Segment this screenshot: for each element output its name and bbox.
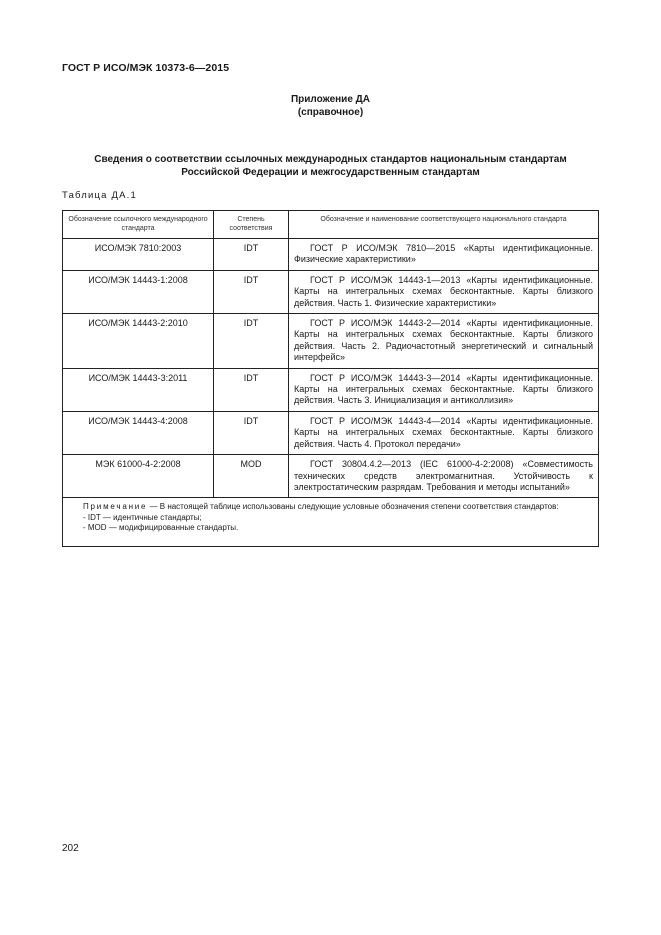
table-caption: Таблица ДА.1 xyxy=(62,190,137,201)
header-national-standard: Обозначение и наименование соответствующего национального стандарта xyxy=(289,211,599,239)
appendix-heading xyxy=(0,93,661,119)
cell-national-standard: ГОСТ Р ИСО/МЭК 14443-1—2013 «Карты идентификационные. Карты на интегральных схемах бесконтактные. Карты близкого действия. Часть 1. Физические характеристики» xyxy=(289,270,599,313)
cell-degree: IDT xyxy=(214,314,289,369)
note-text: — В настоящей таблице использованы следующие условные обозначения степени соответствия стандартов: xyxy=(147,502,559,512)
cell-national-standard: ГОСТ Р ИСО/МЭК 7810—2015 «Карты идентификационные. Физические характеристики» xyxy=(289,239,599,271)
cell-international-code: ИСО/МЭК 14443-1:2008 xyxy=(63,270,214,313)
table-note-row xyxy=(63,498,599,547)
header-international-standard: Обозначение ссылочного международного стандарта xyxy=(63,211,214,239)
cell-degree: IDT xyxy=(214,270,289,313)
cell-international-code: ИСО/МЭК 14443-3:2011 xyxy=(63,368,214,411)
cell-international-code: ИСО/МЭК 14443-4:2008 xyxy=(63,411,214,454)
appendix-subtitle: (справочное) xyxy=(297,107,364,118)
table-note xyxy=(63,498,599,547)
table-row xyxy=(63,368,599,411)
table-header-row xyxy=(63,211,599,239)
table-row xyxy=(63,270,599,313)
note-item-idt: - IDT — идентичные стандарты; xyxy=(83,512,202,522)
header-degree-of-correspondence: Степень соответствия xyxy=(214,211,289,239)
section-title-line-2: Российской Федерации и межгосударственным стандартам xyxy=(181,167,480,178)
cell-national-standard: ГОСТ 30804.4.2—2013 (IEC 61000-4-2:2008) «Совместимость технических средств электромагнитная. Устойчивость к электростатическим разрядам. Требования и методы испытаний» xyxy=(289,455,599,498)
appendix-title: Приложение ДА xyxy=(290,94,371,105)
cell-national-standard: ГОСТ Р ИСО/МЭК 14443-4—2014 «Карты идентификационные. Карты на интегральных схемах бесконтактные. Карты близкого действия. Часть 4. Протокол передачи» xyxy=(289,411,599,454)
cell-degree: IDT xyxy=(214,368,289,411)
note-item-mod: - MOD — модифицированные стандарты. xyxy=(83,523,239,533)
note-label: Примечание xyxy=(83,502,148,512)
cell-national-standard: ГОСТ Р ИСО/МЭК 14443-3—2014 «Карты идентификационные. Карты на интегральных схемах бесконтактные. Карты близкого действия. Часть 3. Инициализация и антиколлизия» xyxy=(289,368,599,411)
cell-international-code: ИСО/МЭК 14443-2:2010 xyxy=(63,314,214,369)
cell-degree: IDT xyxy=(214,239,289,271)
section-title-line-1: Сведения о соответствии ссылочных международных стандартов национальным стандартам xyxy=(94,154,567,165)
cell-degree: MOD xyxy=(214,455,289,498)
table-row xyxy=(63,411,599,454)
standards-correspondence-table xyxy=(62,210,599,547)
page-number: 202 xyxy=(62,843,79,854)
section-title xyxy=(40,153,621,179)
document-code-header: ГОСТ Р ИСО/МЭК 10373-6—2015 xyxy=(62,62,230,74)
cell-international-code: МЭК 61000-4-2:2008 xyxy=(63,455,214,498)
cell-international-code: ИСО/МЭК 7810:2003 xyxy=(63,239,214,271)
cell-national-standard: ГОСТ Р ИСО/МЭК 14443-2—2014 «Карты идентификационные. Карты на интегральных схемах бесконтактные. Карты близкого действия. Часть 2. Радиочастотный энергетический и сигнальный интерфейс» xyxy=(289,314,599,369)
table-row xyxy=(63,314,599,369)
cell-degree: IDT xyxy=(214,411,289,454)
table-row xyxy=(63,239,599,271)
table-row xyxy=(63,455,599,498)
